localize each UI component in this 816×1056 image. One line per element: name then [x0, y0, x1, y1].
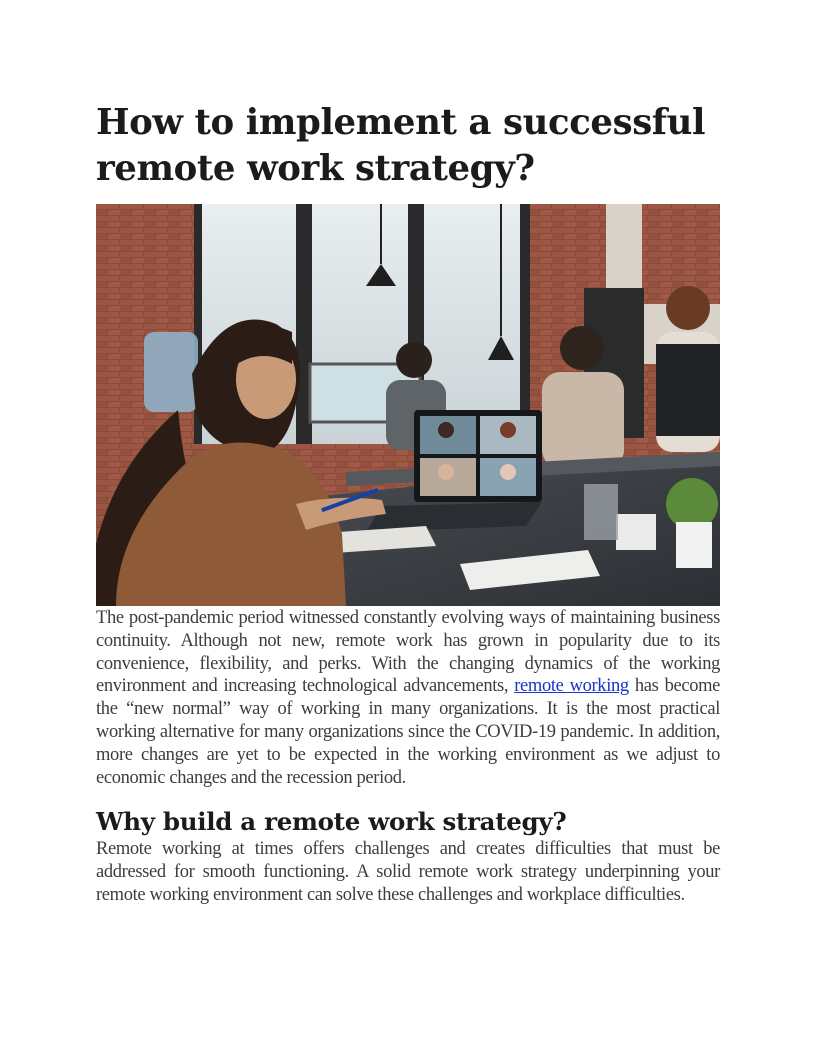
article-title	[96, 100, 720, 192]
title-line-1: How to implement a successful	[96, 102, 706, 143]
document-page	[96, 100, 720, 907]
intro-paragraph	[96, 607, 720, 789]
intro-text-part-2: has become the “new normal” way of working in many organizations. It is the most practical working alternative for many organizations since the COVID-19 pandemic. In addition, more changes are yet to be expected in the working environment as we adjust to economic changes and the recession period.	[96, 676, 720, 788]
intro-text-part-1: The post-pandemic period witnessed constantly evolving ways of maintaining business continuity. Although not new, remote work has grown in popularity due to its convenience, flexibility, and perks. With the changing dynamics of the working environment and increasing technological advancements,	[96, 608, 720, 697]
remote-working-link[interactable]: remote working	[514, 676, 629, 697]
office-video-call-photo	[96, 204, 720, 606]
section-paragraph: Remote working at times offers challenges and creates difficulties that must be addressed for smooth functioning. A solid remote work strategy underpinning your remote working environment can solve these challenges and workplace difficulties.	[96, 839, 720, 905]
title-line-2: remote work strategy?	[96, 148, 535, 189]
section-heading: Why build a remote work strategy?	[96, 807, 567, 837]
